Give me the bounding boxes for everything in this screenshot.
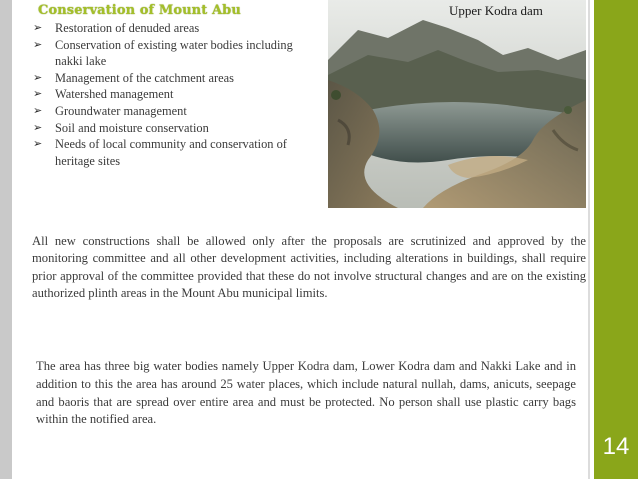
arrow-bullet-icon: ➢ (33, 21, 43, 34)
arrow-bullet-icon: ➢ (33, 70, 43, 84)
paragraph-construction-rules: All new constructions shall be allowed only after the proposals are scrutinized and approved by the monitoring committee and all other development activities, including alterations in buildings, shall require prior approval of the committee provided that these do not involve structural changes and are on the existing authorized plinth areas in the Mount Abu municipal limits. (32, 234, 586, 301)
reservoir-landscape-image (328, 0, 586, 208)
reservoir-photo (328, 0, 586, 208)
bullet-list (32, 20, 312, 169)
bullet-item (32, 86, 312, 103)
arrow-bullet-icon: ➢ (33, 120, 43, 134)
photo-caption: Upper Kodra dam (449, 3, 543, 18)
bullet-item (32, 70, 312, 87)
bullet-item (32, 20, 312, 37)
bullet-text: Soil and moisture conservation (55, 120, 209, 135)
arrow-bullet-icon: ➢ (33, 37, 43, 51)
bullet-item (32, 103, 312, 120)
arrow-bullet-icon: ➢ (33, 87, 43, 101)
arrow-bullet-icon: ➢ (33, 103, 43, 117)
bullet-item (32, 136, 312, 169)
page-number: 14 (602, 433, 630, 460)
right-divider-line (588, 0, 590, 479)
bullet-text: Conservation of existing water bodies including nakki lake (55, 37, 293, 69)
accent-sidebar (594, 0, 638, 479)
left-margin-rule (0, 0, 12, 479)
bullet-item (32, 120, 312, 137)
bullet-text: Watershed management (55, 87, 174, 102)
paragraph-water-bodies: The area has three big water bodies namely Upper Kodra dam, Lower Kodra dam and Nakki Lake and in addition to this the area has around 25 water places, which include natural nullah, dams, anicuts, seepage and baoris that are spread over entire area and must be protected. No person shall use plastic carry bags within the notified area. (36, 359, 576, 427)
bullet-text: Management of the catchment areas (55, 70, 234, 85)
bullet-text: Needs of local community and conservation of heritage sites (55, 137, 287, 168)
bullet-item (32, 37, 312, 70)
slide-title: Conservation of Mount Abu (38, 3, 241, 18)
bullet-text: Restoration of denuded areas (55, 21, 200, 35)
arrow-bullet-icon: ➢ (33, 137, 43, 151)
bullet-text: Groundwater management (55, 103, 187, 118)
